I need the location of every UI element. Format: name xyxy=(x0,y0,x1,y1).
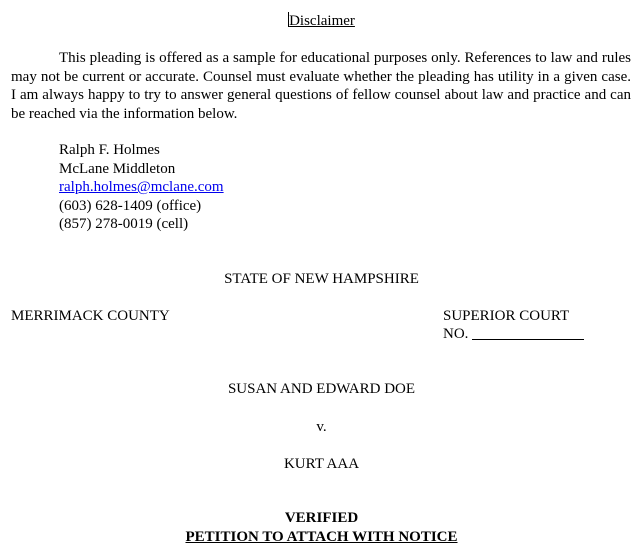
court-label: SUPERIOR COURT xyxy=(443,308,570,324)
contact-office-phone: (603) 628-1409 (office) xyxy=(59,197,202,214)
disclaimer-heading xyxy=(0,12,643,31)
disclaimer-paragraph: This pleading is offered as a sample for educational purposes only. References to law and rules may not be current or accurate. Counsel must evaluate whether the pleading has utility in a given case. I am always happy to try to answer general questions of fellow counsel about law and practice and can be reached via the information below. xyxy=(11,50,631,122)
contact-cell-phone: (857) 278-0019 (cell) xyxy=(59,216,189,232)
state-heading: STATE OF NEW HAMPSHIRE xyxy=(224,271,419,287)
disclaimer-body xyxy=(11,49,631,123)
case-number-label: NO. xyxy=(443,326,469,342)
case-number-blank xyxy=(472,325,584,340)
contact-block xyxy=(59,141,224,234)
document-type-line2: PETITION TO ATTACH WITH NOTICE xyxy=(185,529,458,545)
defendant: KURT AAA xyxy=(283,456,360,472)
county-label: MERRIMACK COUNTY xyxy=(11,308,170,324)
versus: v. xyxy=(316,419,327,435)
contact-email-link[interactable]: ralph.holmes@mclane.com xyxy=(59,179,224,195)
case-number-line xyxy=(443,325,584,344)
contact-name: Ralph F. Holmes xyxy=(59,142,160,158)
plaintiffs: SUSAN AND EDWARD DOE xyxy=(227,381,416,397)
contact-firm: McLane Middleton xyxy=(59,160,176,177)
document-type-line1: VERIFIED xyxy=(284,510,359,526)
disclaimer-title: Disclaimer xyxy=(289,13,355,29)
